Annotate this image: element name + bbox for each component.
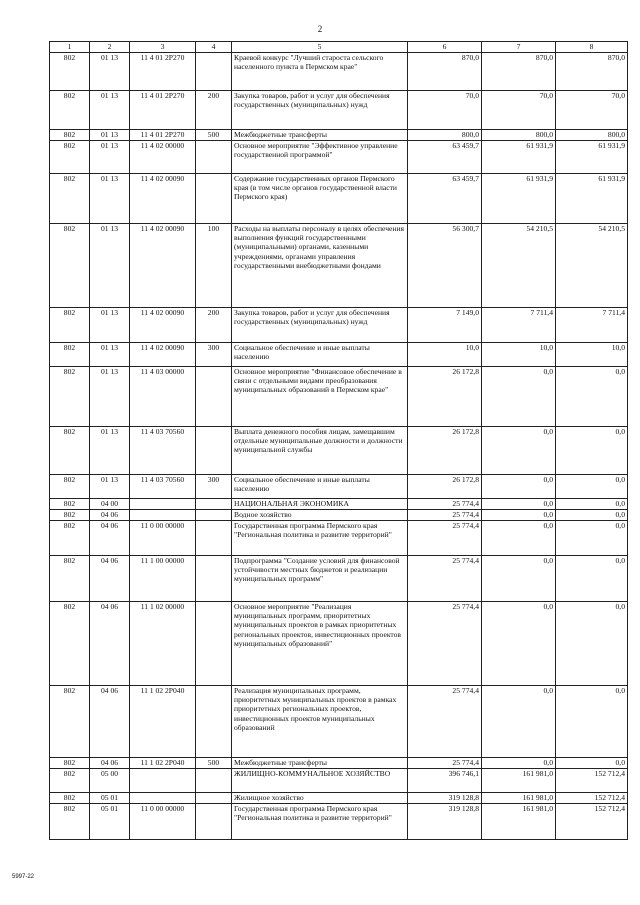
expense-type-cell: 100 — [196, 224, 232, 308]
section-code-cell: 04 06 — [90, 686, 130, 758]
amount-cell-col7: 161 981,0 — [482, 769, 556, 793]
amount-cell-col6: 25 774,4 — [408, 499, 482, 510]
expense-type-cell — [196, 686, 232, 758]
amount-cell-col8: 0,0 — [556, 367, 628, 427]
ministry-code-cell: 802 — [50, 475, 90, 499]
amount-cell-col8: 0,0 — [556, 758, 628, 769]
section-code-cell: 01 13 — [90, 141, 130, 174]
amount-cell-col6: 396 746,1 — [408, 769, 482, 793]
table-row — [50, 224, 628, 308]
expense-type-cell — [196, 141, 232, 174]
section-code-cell: 01 13 — [90, 367, 130, 427]
header-col-1: 1 — [50, 42, 90, 53]
section-code-cell: 01 13 — [90, 91, 130, 130]
amount-cell-col8: 800,0 — [556, 130, 628, 141]
amount-cell-col6: 319 128,8 — [408, 804, 482, 840]
amount-cell-col6: 870,0 — [408, 53, 482, 91]
amount-cell-col6: 70,0 — [408, 91, 482, 130]
expense-type-cell — [196, 427, 232, 475]
amount-cell-col6: 56 300,7 — [408, 224, 482, 308]
table-row — [50, 510, 628, 521]
table-row — [50, 521, 628, 556]
amount-cell-col8: 0,0 — [556, 521, 628, 556]
description-cell: Жилищное хозяйство — [232, 793, 408, 804]
amount-cell-col7: 0,0 — [482, 556, 556, 602]
ministry-code-cell: 802 — [50, 793, 90, 804]
target-article-cell: 11 4 01 2P270 — [130, 53, 196, 91]
ministry-code-cell: 802 — [50, 141, 90, 174]
amount-cell-col7: 870,0 — [482, 53, 556, 91]
description-cell: ЖИЛИЩНО-КОММУНАЛЬНОЕ ХОЗЯЙСТВО — [232, 769, 408, 793]
description-cell: Основное мероприятие "Реализация муниципальных программ, приоритетных муниципальных проектов в рамках приоритетных региональных проектов, инвестиционных проектов муниципальных образований" — [232, 602, 408, 686]
amount-cell-col6: 25 774,4 — [408, 686, 482, 758]
amount-cell-col7: 10,0 — [482, 343, 556, 367]
ministry-code-cell: 802 — [50, 499, 90, 510]
amount-cell-col7: 161 981,0 — [482, 804, 556, 840]
ministry-code-cell: 802 — [50, 174, 90, 224]
amount-cell-col7: 0,0 — [482, 758, 556, 769]
ministry-code-cell: 802 — [50, 686, 90, 758]
amount-cell-col6: 25 774,4 — [408, 556, 482, 602]
budget-table — [49, 41, 628, 840]
ministry-code-cell: 802 — [50, 758, 90, 769]
table-row — [50, 602, 628, 686]
amount-cell-col8: 152 712,4 — [556, 804, 628, 840]
amount-cell-col7: 0,0 — [482, 367, 556, 427]
amount-cell-col6: 25 774,4 — [408, 510, 482, 521]
ministry-code-cell: 802 — [50, 224, 90, 308]
amount-cell-col8: 70,0 — [556, 91, 628, 130]
section-code-cell: 04 00 — [90, 499, 130, 510]
ministry-code-cell: 802 — [50, 769, 90, 793]
table-row — [50, 367, 628, 427]
expense-type-cell: 300 — [196, 475, 232, 499]
footer-document-code: 5997-22 — [12, 874, 35, 880]
ministry-code-cell: 802 — [50, 91, 90, 130]
target-article-cell: 11 1 02 2P040 — [130, 686, 196, 758]
section-code-cell: 04 06 — [90, 556, 130, 602]
table-row — [50, 686, 628, 758]
table-row — [50, 343, 628, 367]
target-article-cell: 11 4 03 00000 — [130, 367, 196, 427]
target-article-cell: 11 4 02 00090 — [130, 224, 196, 308]
section-code-cell: 04 06 — [90, 602, 130, 686]
expense-type-cell — [196, 367, 232, 427]
expense-type-cell — [196, 793, 232, 804]
description-cell: Основное мероприятие "Эффективное управление государственной программой" — [232, 141, 408, 174]
expense-type-cell — [196, 602, 232, 686]
target-article-cell — [130, 499, 196, 510]
amount-cell-col8: 870,0 — [556, 53, 628, 91]
description-cell: Межбюджетные трансферты — [232, 758, 408, 769]
amount-cell-col6: 800,0 — [408, 130, 482, 141]
header-col-7: 7 — [482, 42, 556, 53]
section-code-cell: 04 06 — [90, 510, 130, 521]
description-cell: Расходы на выплаты персоналу в целях обеспечения выполнения функций государственными (муниципальными) органами, казенными учреждениями, органами управления государственными внебюджетными фондами — [232, 224, 408, 308]
description-cell: Выплата денежного пособия лицам, замещавшим отдельные муниципальные должности и должности муниципальной службы — [232, 427, 408, 475]
ministry-code-cell: 802 — [50, 308, 90, 343]
table-row — [50, 174, 628, 224]
expense-type-cell — [196, 174, 232, 224]
table-row — [50, 499, 628, 510]
amount-cell-col8: 0,0 — [556, 510, 628, 521]
target-article-cell: 11 0 00 00000 — [130, 804, 196, 840]
expense-type-cell: 300 — [196, 343, 232, 367]
section-code-cell: 01 13 — [90, 224, 130, 308]
ministry-code-cell: 802 — [50, 556, 90, 602]
amount-cell-col8: 0,0 — [556, 427, 628, 475]
target-article-cell: 11 4 02 00090 — [130, 174, 196, 224]
table-row — [50, 91, 628, 130]
amount-cell-col8: 0,0 — [556, 499, 628, 510]
amount-cell-col8: 0,0 — [556, 686, 628, 758]
description-cell: Межбюджетные трансферты — [232, 130, 408, 141]
description-cell: Закупка товаров, работ и услуг для обеспечения государственных (муниципальных) нужд — [232, 308, 408, 343]
amount-cell-col7: 7 711,4 — [482, 308, 556, 343]
ministry-code-cell: 802 — [50, 427, 90, 475]
amount-cell-col8: 152 712,4 — [556, 769, 628, 793]
description-cell: Социальное обеспечение и иные выплаты населению — [232, 343, 408, 367]
amount-cell-col6: 25 774,4 — [408, 602, 482, 686]
expense-type-cell — [196, 53, 232, 91]
amount-cell-col6: 319 128,8 — [408, 793, 482, 804]
table-row — [50, 308, 628, 343]
target-article-cell: 11 4 03 70560 — [130, 427, 196, 475]
target-article-cell: 11 4 02 00000 — [130, 141, 196, 174]
description-cell: Подпрограмма "Создание условий для финансовой устойчивости местных бюджетов и реализации муниципальных программ" — [232, 556, 408, 602]
table-row — [50, 130, 628, 141]
amount-cell-col8: 7 711,4 — [556, 308, 628, 343]
amount-cell-col6: 63 459,7 — [408, 174, 482, 224]
description-cell: Закупка товаров, работ и услуг для обеспечения государственных (муниципальных) нужд — [232, 91, 408, 130]
table-row — [50, 793, 628, 804]
amount-cell-col8: 10,0 — [556, 343, 628, 367]
expense-type-cell — [196, 769, 232, 793]
description-cell: Реализация муниципальных программ, приоритетных муниципальных проектов в рамках приоритетных региональных проектов, инвестиционных проектов муниципальных образований — [232, 686, 408, 758]
section-code-cell: 01 13 — [90, 130, 130, 141]
amount-cell-col8: 0,0 — [556, 475, 628, 499]
table-row — [50, 758, 628, 769]
amount-cell-col6: 10,0 — [408, 343, 482, 367]
amount-cell-col7: 61 931,9 — [482, 141, 556, 174]
section-code-cell: 04 06 — [90, 758, 130, 769]
ministry-code-cell: 802 — [50, 367, 90, 427]
header-col-6: 6 — [408, 42, 482, 53]
amount-cell-col6: 25 774,4 — [408, 521, 482, 556]
amount-cell-col8: 61 931,9 — [556, 174, 628, 224]
section-code-cell: 01 13 — [90, 343, 130, 367]
description-cell: Водное хозяйство — [232, 510, 408, 521]
page-number: 2 — [317, 24, 323, 34]
section-code-cell: 01 13 — [90, 53, 130, 91]
table-row — [50, 556, 628, 602]
amount-cell-col7: 70,0 — [482, 91, 556, 130]
amount-cell-col7: 0,0 — [482, 499, 556, 510]
table-row — [50, 475, 628, 499]
table-row — [50, 53, 628, 91]
table-header-row — [50, 42, 628, 53]
amount-cell-col6: 25 774,4 — [408, 758, 482, 769]
target-article-cell: 11 4 03 70560 — [130, 475, 196, 499]
description-cell: Государственная программа Пермского края "Региональная политика и развитие территорий" — [232, 804, 408, 840]
amount-cell-col7: 61 931,9 — [482, 174, 556, 224]
target-article-cell: 11 4 01 2P270 — [130, 91, 196, 130]
amount-cell-col6: 26 172,8 — [408, 427, 482, 475]
description-cell: Краевой конкурс "Лучший староста сельского населенного пункта в Пермском крае" — [232, 53, 408, 91]
amount-cell-col7: 800,0 — [482, 130, 556, 141]
table-row — [50, 427, 628, 475]
ministry-code-cell: 802 — [50, 130, 90, 141]
amount-cell-col7: 0,0 — [482, 602, 556, 686]
ministry-code-cell: 802 — [50, 343, 90, 367]
amount-cell-col8: 0,0 — [556, 602, 628, 686]
header-col-5: 5 — [232, 42, 408, 53]
target-article-cell: 11 1 00 00000 — [130, 556, 196, 602]
header-col-4: 4 — [196, 42, 232, 53]
section-code-cell: 05 01 — [90, 804, 130, 840]
table-row — [50, 804, 628, 840]
amount-cell-col6: 63 459,7 — [408, 141, 482, 174]
amount-cell-col8: 54 210,5 — [556, 224, 628, 308]
ministry-code-cell: 802 — [50, 53, 90, 91]
description-cell: Социальное обеспечение и иные выплаты населению — [232, 475, 408, 499]
amount-cell-col8: 61 931,9 — [556, 141, 628, 174]
section-code-cell: 01 13 — [90, 427, 130, 475]
description-cell: Содержание государственных органов Пермского края (в том числе органов государственной власти Пермского края) — [232, 174, 408, 224]
header-col-8: 8 — [556, 42, 628, 53]
section-code-cell: 04 06 — [90, 521, 130, 556]
amount-cell-col7: 54 210,5 — [482, 224, 556, 308]
expense-type-cell — [196, 499, 232, 510]
section-code-cell: 01 13 — [90, 475, 130, 499]
section-code-cell: 05 01 — [90, 793, 130, 804]
section-code-cell: 05 00 — [90, 769, 130, 793]
target-article-cell: 11 0 00 00000 — [130, 521, 196, 556]
header-col-2: 2 — [90, 42, 130, 53]
expense-type-cell — [196, 556, 232, 602]
expense-type-cell: 200 — [196, 308, 232, 343]
target-article-cell: 11 1 02 00000 — [130, 602, 196, 686]
target-article-cell — [130, 793, 196, 804]
target-article-cell — [130, 510, 196, 521]
expense-type-cell: 500 — [196, 130, 232, 141]
ministry-code-cell: 802 — [50, 510, 90, 521]
target-article-cell: 11 4 01 2P270 — [130, 130, 196, 141]
amount-cell-col7: 161 981,0 — [482, 793, 556, 804]
amount-cell-col7: 0,0 — [482, 686, 556, 758]
target-article-cell: 11 4 02 00090 — [130, 308, 196, 343]
amount-cell-col7: 0,0 — [482, 521, 556, 556]
section-code-cell: 01 13 — [90, 308, 130, 343]
amount-cell-col6: 26 172,8 — [408, 475, 482, 499]
table-row — [50, 141, 628, 174]
description-cell: Государственная программа Пермского края "Региональная политика и развитие территорий" — [232, 521, 408, 556]
ministry-code-cell: 802 — [50, 602, 90, 686]
header-col-3: 3 — [130, 42, 196, 53]
target-article-cell — [130, 769, 196, 793]
section-code-cell: 01 13 — [90, 174, 130, 224]
expense-type-cell: 200 — [196, 91, 232, 130]
amount-cell-col8: 152 712,4 — [556, 793, 628, 804]
expense-type-cell — [196, 804, 232, 840]
expense-type-cell — [196, 521, 232, 556]
ministry-code-cell: 802 — [50, 804, 90, 840]
amount-cell-col6: 7 149,0 — [408, 308, 482, 343]
table-row — [50, 769, 628, 793]
target-article-cell: 11 4 02 00090 — [130, 343, 196, 367]
amount-cell-col7: 0,0 — [482, 510, 556, 521]
ministry-code-cell: 802 — [50, 521, 90, 556]
description-cell: Основное мероприятие "Финансовое обеспечение в связи с отдельными видами преобразования муниципальных образований в Пермском крае" — [232, 367, 408, 427]
expense-type-cell — [196, 510, 232, 521]
amount-cell-col6: 26 172,8 — [408, 367, 482, 427]
amount-cell-col7: 0,0 — [482, 475, 556, 499]
amount-cell-col8: 0,0 — [556, 556, 628, 602]
amount-cell-col7: 0,0 — [482, 427, 556, 475]
expense-type-cell: 500 — [196, 758, 232, 769]
description-cell: НАЦИОНАЛЬНАЯ ЭКОНОМИКА — [232, 499, 408, 510]
target-article-cell: 11 1 02 2P040 — [130, 758, 196, 769]
